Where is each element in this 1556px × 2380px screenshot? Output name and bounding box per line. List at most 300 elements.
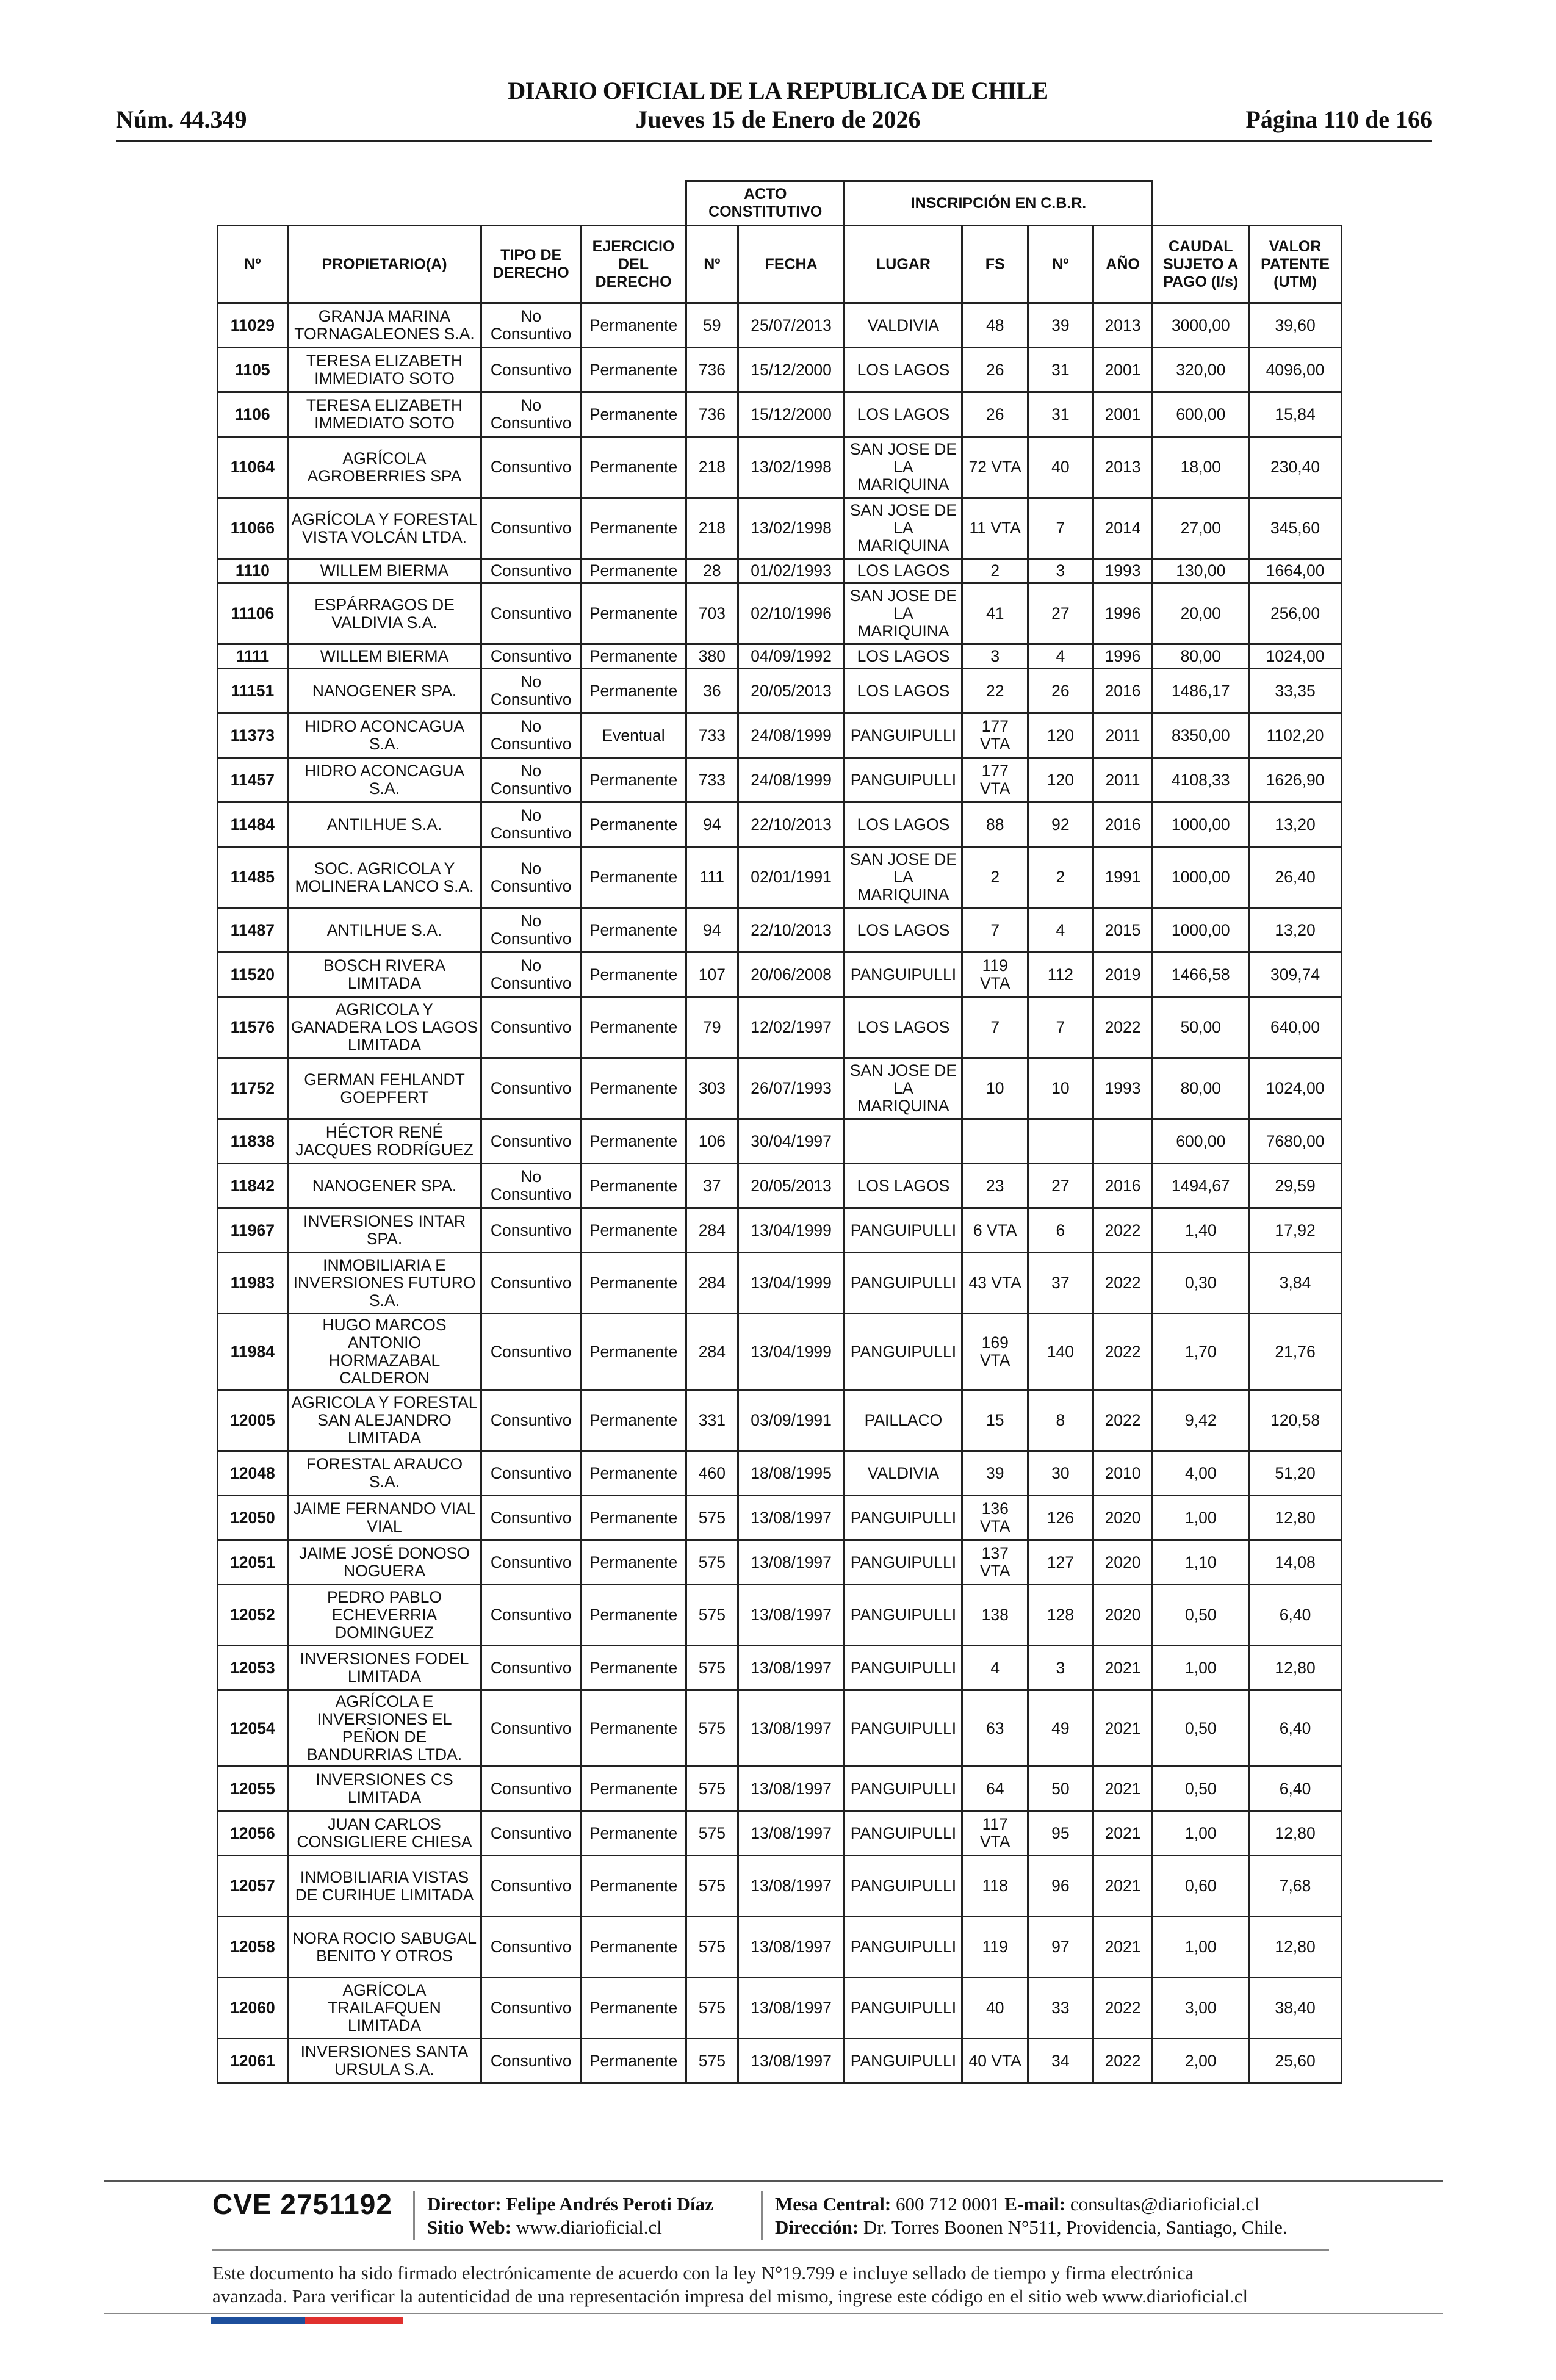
row-cbr-numero: 50 [1028,1767,1093,1811]
director-label: Director: [427,2193,502,2215]
row-ejercicio: Permanente [581,1451,686,1496]
row-fecha: 20/05/2013 [738,669,845,713]
row-acto-numero: 28 [686,559,738,583]
row-anio: 2022 [1093,1314,1153,1390]
row-lugar: PANGUIPULLI [845,1978,962,2039]
row-numero: 11983 [218,1253,288,1314]
footer-divider [413,2191,415,2240]
row-caudal: 80,00 [1153,1058,1249,1119]
row-ejercicio: Permanente [581,802,686,847]
row-anio: 1991 [1093,847,1153,908]
row-ejercicio: Permanente [581,1208,686,1253]
row-fecha: 13/02/1998 [738,437,845,498]
row-propietario: SOC. AGRICOLA Y MOLINERA LANCO S.A. [287,847,481,908]
row-fecha: 13/08/1997 [738,2039,845,2083]
row-ejercicio: Permanente [581,1540,686,1585]
table-row [218,1390,1342,1451]
row-acto-numero: 575 [686,1856,738,1917]
header-cbr-numero: Nº [1028,226,1093,303]
row-fs: 177 VTA [962,758,1028,802]
row-acto-numero: 94 [686,802,738,847]
mesa-label: Mesa Central: [775,2193,891,2215]
row-valor-patente: 13,20 [1249,802,1342,847]
email-label: E-mail: [1004,2193,1066,2215]
row-fecha: 24/08/1999 [738,713,845,758]
row-lugar: LOS LAGOS [845,1164,962,1208]
row-fs: 118 [962,1856,1028,1917]
row-propietario: NANOGENER SPA. [287,669,481,713]
row-tipo-derecho: Consuntivo [481,1856,581,1917]
header-fecha: FECHA [738,226,845,303]
contact-line [775,2193,1259,2215]
row-lugar: PANGUIPULLI [845,1585,962,1646]
row-fs: 39 [962,1451,1028,1496]
row-fecha: 02/01/1991 [738,847,845,908]
row-propietario: JAIME FERNANDO VIAL VIAL [287,1496,481,1540]
row-caudal: 1494,67 [1153,1164,1249,1208]
row-anio: 2022 [1093,1253,1153,1314]
row-propietario: PEDRO PABLO ECHEVERRIA DOMINGUEZ [287,1585,481,1646]
row-anio: 2016 [1093,669,1153,713]
group-header-acto: ACTO CONSTITUTIVO [686,181,845,226]
row-fecha: 13/08/1997 [738,1917,845,1978]
row-propietario: BOSCH RIVERA LIMITADA [287,953,481,997]
table-group-header-row [218,181,1342,226]
row-propietario: WILLEM BIERMA [287,559,481,583]
table-row [218,847,1342,908]
row-numero: 11106 [218,583,288,644]
row-caudal: 1,70 [1153,1314,1249,1390]
row-anio: 2019 [1093,953,1153,997]
row-caudal: 1,00 [1153,1811,1249,1856]
row-valor-patente: 33,35 [1249,669,1342,713]
footer-divider-2 [761,2191,763,2240]
row-numero: 11576 [218,997,288,1058]
table-row [218,1496,1342,1540]
row-fs: 7 [962,908,1028,953]
row-valor-patente: 21,76 [1249,1314,1342,1390]
row-caudal: 3,00 [1153,1978,1249,2039]
row-numero: 12060 [218,1978,288,2039]
row-numero: 11967 [218,1208,288,1253]
row-numero: 12054 [218,1690,288,1767]
row-propietario: ANTILHUE S.A. [287,908,481,953]
row-ejercicio: Permanente [581,1690,686,1767]
row-propietario: HIDRO ACONCAGUA S.A. [287,758,481,802]
row-numero: 12050 [218,1496,288,1540]
website-link[interactable]: www.diarioficial.cl [516,2216,662,2238]
row-fecha: 13/04/1999 [738,1314,845,1390]
row-lugar: VALDIVIA [845,1451,962,1496]
row-valor-patente: 1102,20 [1249,713,1342,758]
table-row [218,644,1342,669]
row-propietario: AGRICOLA Y FORESTAL SAN ALEJANDRO LIMITADA [287,1390,481,1451]
row-acto-numero: 36 [686,669,738,713]
row-cbr-numero: 4 [1028,908,1093,953]
header-propietario: PROPIETARIO(A) [287,226,481,303]
row-lugar: SAN JOSE DE LA MARIQUINA [845,498,962,559]
row-tipo-derecho: Consuntivo [481,437,581,498]
row-fs: 117 VTA [962,1811,1028,1856]
row-caudal: 8350,00 [1153,713,1249,758]
table-row [218,303,1342,348]
row-fecha: 15/12/2000 [738,392,845,437]
table-header-row [218,226,1342,303]
row-caudal: 0,50 [1153,1767,1249,1811]
row-propietario: TERESA ELIZABETH IMMEDIATO SOTO [287,392,481,437]
row-propietario: AGRÍCOLA Y FORESTAL VISTA VOLCÁN LTDA. [287,498,481,559]
row-caudal: 18,00 [1153,437,1249,498]
row-lugar: PANGUIPULLI [845,1208,962,1253]
row-tipo-derecho: Consuntivo [481,1496,581,1540]
row-anio: 2020 [1093,1496,1153,1540]
table-row [218,559,1342,583]
row-anio: 1993 [1093,1058,1153,1119]
row-tipo-derecho: Consuntivo [481,1314,581,1390]
row-tipo-derecho: Consuntivo [481,1208,581,1253]
row-fs: 137 VTA [962,1540,1028,1585]
row-tipo-derecho: No Consuntivo [481,802,581,847]
row-numero: 12048 [218,1451,288,1496]
table-row [218,498,1342,559]
row-cbr-numero: 39 [1028,303,1093,348]
row-fs: 3 [962,644,1028,669]
row-ejercicio: Permanente [581,348,686,392]
row-anio: 2001 [1093,392,1153,437]
table-row [218,1540,1342,1585]
row-acto-numero: 733 [686,758,738,802]
row-lugar: PANGUIPULLI [845,758,962,802]
row-cbr-numero: 6 [1028,1208,1093,1253]
row-anio: 2011 [1093,713,1153,758]
row-valor-patente: 640,00 [1249,997,1342,1058]
row-valor-patente: 6,40 [1249,1585,1342,1646]
footer-rule-middle [212,2249,1329,2251]
row-anio: 2020 [1093,1540,1153,1585]
row-cbr-numero: 49 [1028,1690,1093,1767]
water-rights-table [217,180,1342,2084]
table-row [218,1767,1342,1811]
row-tipo-derecho: Consuntivo [481,559,581,583]
row-ejercicio: Permanente [581,644,686,669]
row-valor-patente: 1664,00 [1249,559,1342,583]
row-fecha: 24/08/1999 [738,758,845,802]
row-caudal: 27,00 [1153,498,1249,559]
row-acto-numero: 111 [686,847,738,908]
row-cbr-numero: 4 [1028,644,1093,669]
row-ejercicio: Permanente [581,1767,686,1811]
row-ejercicio: Permanente [581,1314,686,1390]
row-fecha: 13/08/1997 [738,1540,845,1585]
row-lugar: PANGUIPULLI [845,1690,962,1767]
row-lugar: PANGUIPULLI [845,1496,962,1540]
row-numero: 12055 [218,1767,288,1811]
row-lugar: LOS LAGOS [845,997,962,1058]
row-ejercicio: Permanente [581,1856,686,1917]
row-acto-numero: 575 [686,1690,738,1767]
row-tipo-derecho: Consuntivo [481,1390,581,1451]
row-tipo-derecho: Consuntivo [481,1119,581,1164]
row-caudal: 9,42 [1153,1390,1249,1451]
row-valor-patente: 51,20 [1249,1451,1342,1496]
row-propietario: JAIME JOSÉ DONOSO NOGUERA [287,1540,481,1585]
row-valor-patente: 14,08 [1249,1540,1342,1585]
row-tipo-derecho: Consuntivo [481,1690,581,1767]
row-numero: 11373 [218,713,288,758]
row-fs: 64 [962,1767,1028,1811]
row-caudal: 1,00 [1153,1917,1249,1978]
row-valor-patente: 12,80 [1249,1917,1342,1978]
row-anio: 2021 [1093,1690,1153,1767]
row-caudal: 0,50 [1153,1585,1249,1646]
row-fecha: 30/04/1997 [738,1119,845,1164]
row-numero: 1110 [218,559,288,583]
row-numero: 12051 [218,1540,288,1585]
issue-number: Núm. 44.349 [116,106,247,133]
row-valor-patente: 12,80 [1249,1496,1342,1540]
row-ejercicio: Permanente [581,1253,686,1314]
row-propietario: WILLEM BIERMA [287,644,481,669]
row-fecha: 15/12/2000 [738,348,845,392]
row-cbr-numero: 112 [1028,953,1093,997]
table-row [218,953,1342,997]
row-lugar: PANGUIPULLI [845,1856,962,1917]
row-ejercicio: Permanente [581,1119,686,1164]
table-row [218,669,1342,713]
row-valor-patente: 4096,00 [1249,348,1342,392]
row-fecha: 13/08/1997 [738,1856,845,1917]
header-numero: Nº [218,226,288,303]
row-ejercicio: Permanente [581,997,686,1058]
row-propietario: NANOGENER SPA. [287,1164,481,1208]
row-tipo-derecho: Consuntivo [481,583,581,644]
row-numero: 12005 [218,1390,288,1451]
row-propietario: HIDRO ACONCAGUA S.A. [287,713,481,758]
row-valor-patente: 7680,00 [1249,1119,1342,1164]
table-row [218,1164,1342,1208]
row-propietario: HÉCTOR RENÉ JACQUES RODRÍGUEZ [287,1119,481,1164]
cve-code: CVE 2751192 [212,2188,392,2220]
row-lugar: PANGUIPULLI [845,953,962,997]
row-cbr-numero: 126 [1028,1496,1093,1540]
row-tipo-derecho: No Consuntivo [481,847,581,908]
header-tipo-derecho: TIPO DE DERECHO [481,226,581,303]
flag-bar-blue [211,2317,305,2324]
row-tipo-derecho: Consuntivo [481,1646,581,1690]
row-numero: 11066 [218,498,288,559]
row-cbr-numero: 27 [1028,1164,1093,1208]
row-anio: 2021 [1093,1646,1153,1690]
row-cbr-numero: 120 [1028,758,1093,802]
row-ejercicio: Permanente [581,1811,686,1856]
row-ejercicio: Permanente [581,392,686,437]
row-lugar: LOS LAGOS [845,348,962,392]
row-anio: 2014 [1093,498,1153,559]
header-lugar: LUGAR [845,226,962,303]
row-fecha: 13/04/1999 [738,1208,845,1253]
row-caudal: 0,60 [1153,1856,1249,1917]
row-lugar: LOS LAGOS [845,392,962,437]
row-cbr-numero: 95 [1028,1811,1093,1856]
row-ejercicio: Permanente [581,437,686,498]
row-cbr-numero: 92 [1028,802,1093,847]
row-acto-numero: 736 [686,392,738,437]
row-acto-numero: 37 [686,1164,738,1208]
row-acto-numero: 575 [686,1917,738,1978]
row-numero: 11457 [218,758,288,802]
row-fs: 119 [962,1917,1028,1978]
website-label: Sitio Web: [427,2216,512,2238]
row-lugar [845,1119,962,1164]
row-numero: 11485 [218,847,288,908]
table-row [218,1253,1342,1314]
row-fs: 72 VTA [962,437,1028,498]
row-fecha: 13/08/1997 [738,1690,845,1767]
row-valor-patente: 345,60 [1249,498,1342,559]
row-fs: 2 [962,559,1028,583]
row-valor-patente: 1024,00 [1249,1058,1342,1119]
row-caudal: 2,00 [1153,2039,1249,2083]
row-fecha: 22/10/2013 [738,802,845,847]
row-fs: 119 VTA [962,953,1028,997]
row-anio: 2021 [1093,1811,1153,1856]
row-ejercicio: Permanente [581,1496,686,1540]
row-caudal: 600,00 [1153,1119,1249,1164]
row-tipo-derecho: Consuntivo [481,2039,581,2083]
row-caudal: 20,00 [1153,583,1249,644]
row-valor-patente: 26,40 [1249,847,1342,908]
row-fs: 40 VTA [962,2039,1028,2083]
row-caudal: 80,00 [1153,644,1249,669]
table-row [218,1690,1342,1767]
row-cbr-numero: 120 [1028,713,1093,758]
row-tipo-derecho: No Consuntivo [481,953,581,997]
row-acto-numero: 736 [686,348,738,392]
table-row [218,1451,1342,1496]
table-row [218,1811,1342,1856]
row-cbr-numero: 31 [1028,348,1093,392]
table-row [218,997,1342,1058]
row-acto-numero: 218 [686,498,738,559]
row-numero: 12053 [218,1646,288,1690]
row-numero: 1111 [218,644,288,669]
header-valor-patente: VALOR PATENTE (UTM) [1249,226,1342,303]
row-tipo-derecho: Consuntivo [481,1978,581,2039]
row-ejercicio: Permanente [581,669,686,713]
row-caudal: 50,00 [1153,997,1249,1058]
row-fs: 26 [962,348,1028,392]
row-ejercicio: Permanente [581,583,686,644]
row-tipo-derecho: No Consuntivo [481,303,581,348]
row-numero: 12058 [218,1917,288,1978]
row-cbr-numero: 7 [1028,997,1093,1058]
row-anio: 2022 [1093,1208,1153,1253]
header-fs: FS [962,226,1028,303]
row-tipo-derecho: Consuntivo [481,1540,581,1585]
row-caudal: 1,00 [1153,1496,1249,1540]
row-tipo-derecho: Consuntivo [481,1811,581,1856]
row-caudal: 0,30 [1153,1253,1249,1314]
row-fs: 10 [962,1058,1028,1119]
table-row [218,802,1342,847]
row-numero: 11487 [218,908,288,953]
row-fs: 11 VTA [962,498,1028,559]
row-caudal: 3000,00 [1153,303,1249,348]
row-cbr-numero [1028,1119,1093,1164]
row-acto-numero: 703 [686,583,738,644]
row-acto-numero: 106 [686,1119,738,1164]
row-propietario: INVERSIONES CS LIMITADA [287,1767,481,1811]
row-valor-patente: 3,84 [1249,1253,1342,1314]
row-caudal: 1000,00 [1153,802,1249,847]
row-valor-patente: 13,20 [1249,908,1342,953]
row-numero: 12061 [218,2039,288,2083]
row-caudal: 320,00 [1153,348,1249,392]
row-valor-patente: 29,59 [1249,1164,1342,1208]
row-numero: 11752 [218,1058,288,1119]
row-cbr-numero: 97 [1028,1917,1093,1978]
row-acto-numero: 79 [686,997,738,1058]
row-valor-patente: 38,40 [1249,1978,1342,2039]
row-ejercicio: Permanente [581,1978,686,2039]
row-fs: 40 [962,1978,1028,2039]
website-line [427,2216,662,2238]
header-rule [116,140,1432,142]
row-acto-numero: 94 [686,908,738,953]
row-valor-patente: 7,68 [1249,1856,1342,1917]
row-valor-patente: 12,80 [1249,1646,1342,1690]
row-fecha: 03/09/1991 [738,1390,845,1451]
row-numero: 11842 [218,1164,288,1208]
header-ejercicio: EJERCICIO DEL DERECHO [581,226,686,303]
row-ejercicio: Permanente [581,1585,686,1646]
row-cbr-numero: 34 [1028,2039,1093,2083]
row-numero: 11838 [218,1119,288,1164]
row-valor-patente: 230,40 [1249,437,1342,498]
legal-notice-line-1: Este documento ha sido firmado electrónicamente de acuerdo con la ley N°19.799 e incluye sellado de tiempo y firma electrónica [212,2262,1194,2284]
row-lugar: PANGUIPULLI [845,1253,962,1314]
header-anio: AÑO [1093,226,1153,303]
row-tipo-derecho: Consuntivo [481,498,581,559]
row-numero: 1105 [218,348,288,392]
row-anio: 2021 [1093,1917,1153,1978]
row-propietario: JUAN CARLOS CONSIGLIERE CHIESA [287,1811,481,1856]
row-lugar: LOS LAGOS [845,644,962,669]
row-anio: 2013 [1093,303,1153,348]
row-fs: 15 [962,1390,1028,1451]
row-tipo-derecho: Consuntivo [481,1917,581,1978]
row-acto-numero: 218 [686,437,738,498]
table-row [218,1917,1342,1978]
row-fs: 48 [962,303,1028,348]
row-fs: 63 [962,1690,1028,1767]
row-numero: 12056 [218,1811,288,1856]
row-fecha: 13/04/1999 [738,1253,845,1314]
row-tipo-derecho: Consuntivo [481,348,581,392]
footer-rule-top [104,2180,1443,2182]
row-anio: 2010 [1093,1451,1153,1496]
table-row [218,583,1342,644]
row-anio: 2021 [1093,1767,1153,1811]
row-ejercicio: Permanente [581,303,686,348]
row-fs: 88 [962,802,1028,847]
email-link[interactable]: consultas@diarioficial.cl [1070,2193,1259,2215]
row-anio: 2011 [1093,758,1153,802]
table-body [218,303,1342,2083]
row-anio: 2022 [1093,2039,1153,2083]
row-cbr-numero: 37 [1028,1253,1093,1314]
row-propietario: TERESA ELIZABETH IMMEDIATO SOTO [287,348,481,392]
